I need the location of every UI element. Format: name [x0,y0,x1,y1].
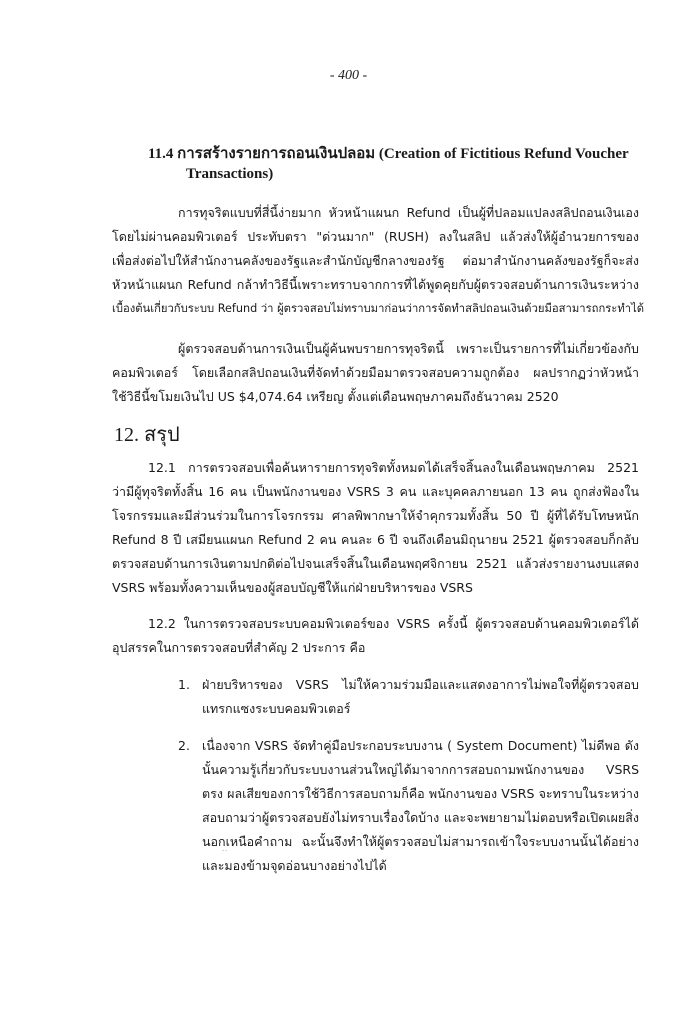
paragraph-line: การทุจริตแบบที่สี่นี้ง่ายมาก หัวหน้าแผนก Refund เป็นผู้ที่ปลอมแปลงสลิปถอนเงินเอง [178,205,639,220]
section-12-heading: 12. สรุป [114,424,180,446]
paragraph-line: อุปสรรคในการตรวจสอบที่สำคัญ 2 ประการ คือ [112,640,366,655]
paragraph-line: Refund 8 ปี เสมียนแผนก Refund 2 คน คนละ 6 ปี จนถึงเดือนมิถุนายน 2521 ผู้ตรวจสอบก็กลับ [112,532,639,547]
list-item-line: ฝ่ายบริหารของ VSRS ไม่ให้ความร่วมมือและแสดงอาการไม่พอใจที่ผู้ตรวจสอบ [202,677,639,692]
paragraph-line: หัวหน้าแผนก Refund กล้าทำวิธีนี้เพราะทราบจากการที่ได้พูดคุยกับผู้ตรวจสอบด้านการเงินระหว่าง [112,277,639,292]
paragraph-line: คอมพิวเตอร์ โดยเลือกสลิปถอนเงินที่จัดทำด้วยมือมาตรวจสอบความถูกต้อง ผลปรากฏว่าหัวหน้า [112,365,639,380]
list-item-line: และมองข้ามจุดอ่อนบางอย่างไปได้ [202,858,387,873]
list-item-line: เนื่องจาก VSRS จัดทำคู่มือประกอบระบบงาน ( System Document) ไม่ดีพอ ดัง [202,738,639,753]
paragraph-line: โดยไม่ผ่านคอมพิวเตอร์ ประทับตรา "ด่วนมาก" (RUSH) ลงในสลิป แล้วส่งให้ผู้อำนวยการของ [112,229,639,244]
list-item-number: 1. [178,677,190,692]
paragraph-line: เพื่อส่งต่อไปให้สำนักงานคลังของรัฐและสำนักบัญชีกลางของรัฐ ต่อมาสำนักงานคลังของรัฐก็จะส่ง [112,253,639,268]
page-number: - 400 - [329,68,368,83]
paragraph-line: VSRS พร้อมทั้งความเห็นของผู้สอบบัญชีให้แก่ฝ่ายบริหารของ VSRS [112,580,473,595]
paragraph-line: ผู้ตรวจสอบด้านการเงินเป็นผู้ค้นพบรายการทุจริตนี้ เพราะเป็นรายการที่ไม่เกี่ยวข้องกับ [178,341,639,356]
paragraph-line: 12.1 การตรวจสอบเพื่อค้นหารายการทุจริตทั้งหมดได้เสร็จสิ้นลงในเดือนพฤษภาคม 2521 [148,460,639,475]
list-item-line: นั้นความรู้เกี่ยวกับระบบงานส่วนใหญ่ได้มาจากการสอบถามพนักงานของ VSRS [202,762,639,777]
list-item-line: นอกเหนือคำถาม ฉะนั้นจึงทำให้ผู้ตรวจสอบไม่สามารถเข้าใจระบบงานนั้นได้อย่าง [202,834,639,849]
paragraph-line: โจรกรรมและมีส่วนร่วมในการโจรกรรม ศาลพิพากษาให้จำคุกรวมทั้งสิ้น 50 ปี ผู้ที่ได้รับโทษหนัก [112,508,639,523]
paragraph-line: ตรวจสอบด้านการเงินตามปกติต่อไปจนเสร็จสิ้นในเดือนพฤศจิกายน 2521 แล้วส่งรายงานงบแสดง [112,556,639,571]
paragraph-line: 12.2 ในการตรวจสอบระบบคอมพิวเตอร์ของ VSRS ครั้งนี้ ผู้ตรวจสอบด้านคอมพิวเตอร์ได้ [148,616,639,631]
paragraph-line: ใช้วิธีนี้ขโมยเงินไป US $4,074.64 เหรียญ ตั้งแต่เดือนพฤษภาคมถึงธันวาคม 2520 [112,389,559,404]
paragraph-line: เบื้องต้นเกี่ยวกับระบบ Refund ว่า ผู้ตรวจสอบไม่ทราบมาก่อนว่าการจัดทำสลิปถอนเงินด้วยมือสามารถกระทำได้ [112,302,645,315]
section-11-4-heading-cont: Transactions) [186,166,274,182]
list-item-line: ตรง ผลเสียของการใช้วิธีการสอบถามก็คือ พนักงานของ VSRS จะทราบในระหว่าง [202,786,639,801]
list-item-line: สอบถามว่าผู้ตรวจสอบยังไม่ทราบเรื่องใดบ้าง และจะพยายามไม่ตอบหรือเปิดเผยสิ่ง [202,810,639,825]
list-item-number: 2. [178,738,190,753]
section-11-4-heading: 11.4 การสร้างรายการถอนเงินปลอม (Creation of Fictitious Refund Voucher [148,146,629,162]
paragraph-line: ว่ามีผู้ทุจริตทั้งสิ้น 16 คน เป็นพนักงานของ VSRS 3 คน และบุคคลภายนอก 13 คน ถูกส่งฟ้องใน [112,484,639,499]
list-item-line: แทรกแซงระบบคอมพิวเตอร์ [202,701,351,716]
